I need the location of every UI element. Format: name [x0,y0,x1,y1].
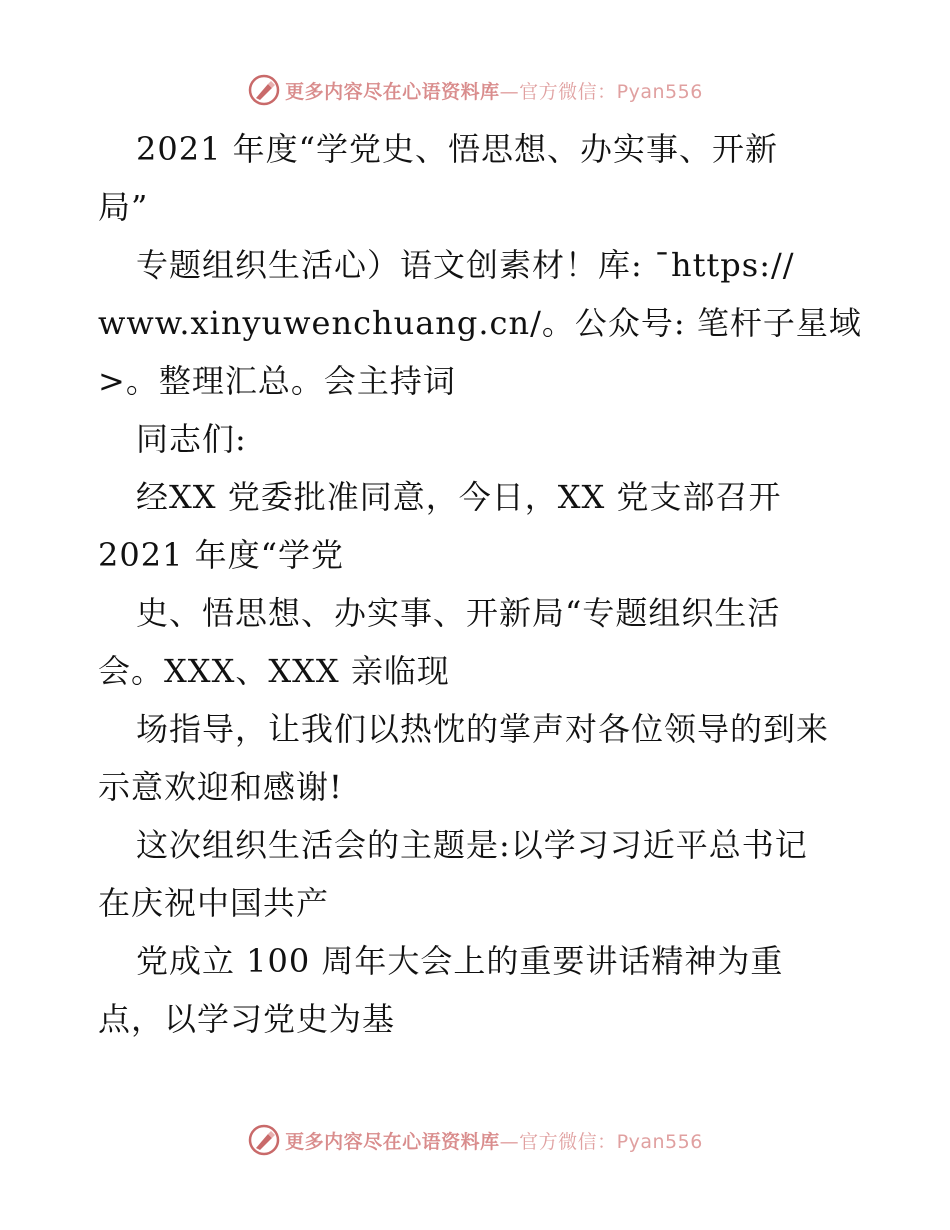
doc-line: 经XX 党委批准同意，今日，XX 党支部召开 [136,478,782,516]
doc-line: 在庆祝中国共产 [98,884,330,922]
footer-watermark [0,1120,950,1160]
doc-line: 党成立 100 周年大会上的重要讲话精神为重 [136,942,784,980]
doc-line: 局” [98,188,149,226]
doc-line: 2021 年度“学党史、悟思想、办实事、开新 [136,130,778,168]
watermark-text [285,77,703,104]
watermark-wechat: —官方微信：Pyan556 [499,80,703,103]
watermark-text [285,1127,703,1154]
doc-line: 示意欢迎和感谢! [98,768,343,806]
doc-line: 2021 年度“学党 [98,536,344,574]
watermark-brand: 更多内容尽在心语资料库 [285,80,500,103]
pen-logo-icon [247,73,281,107]
pen-logo-icon [247,1123,281,1157]
document-body [98,120,862,1048]
doc-line: 会。XXX、XXX 亲临现 [98,652,450,690]
doc-line: www.xinyuwenchuang.cn/。公众号: 笔杆子星域 [98,304,862,342]
doc-line: 这次组织生活会的主题是:以学习习近平总书记 [136,826,808,864]
watermark-wechat: —官方微信：Pyan556 [499,1130,703,1153]
doc-line: 专题组织生活心）语文创素材！库: ¯https:// [136,246,795,284]
doc-line: >。整理汇总。会主持词 [98,362,456,400]
doc-line: 点，以学习党史为基 [98,1000,396,1038]
watermark-brand: 更多内容尽在心语资料库 [285,1130,500,1153]
doc-line: 同志们: [136,420,247,458]
doc-line: 场指导，让我们以热忱的掌声对各位领导的到来 [136,710,830,748]
doc-line: 史、悟思想、办实事、开新局“专题组织生活 [136,594,781,632]
header-watermark [0,70,950,110]
